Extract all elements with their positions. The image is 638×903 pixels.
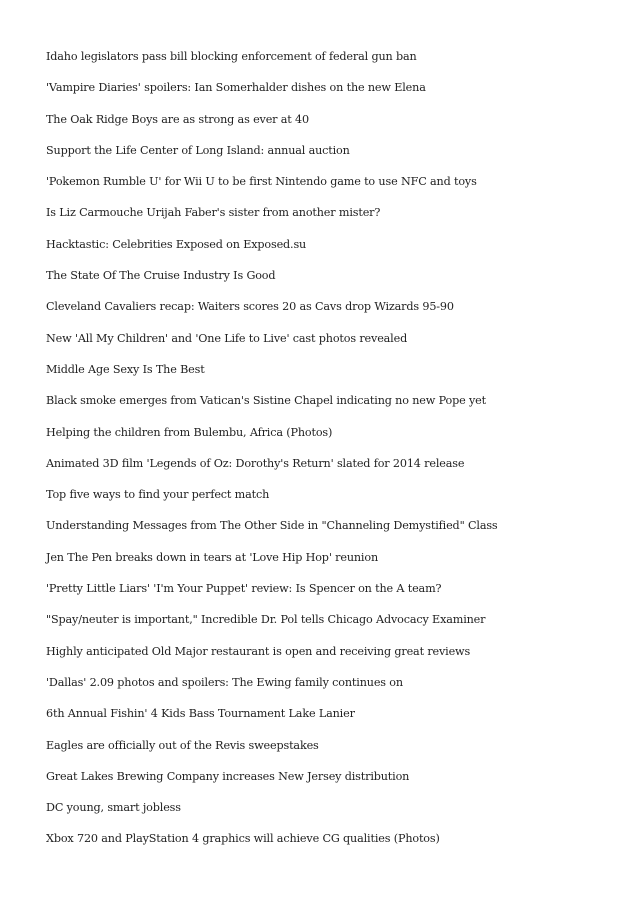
headline: DC young, smart jobless	[46, 801, 181, 815]
headline: "Spay/neuter is important," Incredible Dr. Pol tells Chicago Advocacy Examiner	[46, 613, 486, 627]
headline: Idaho legislators pass bill blocking enforcement of federal gun ban	[46, 50, 417, 63]
headline: Understanding Messages from The Other Side in "Channeling Demystified" Class	[46, 519, 498, 533]
headline: Middle Age Sexy Is The Best	[46, 362, 205, 376]
headline: Top five ways to find your perfect match	[46, 488, 270, 502]
headline: Eagles are officially out of the Revis sweepstakes	[46, 738, 319, 752]
headline: The State Of The Cruise Industry Is Good	[46, 269, 276, 283]
headline: Cleveland Cavaliers recap: Waiters scores 20 as Cavs drop Wizards 95-90	[46, 300, 454, 314]
headline: 'Pretty Little Liars' 'I'm Your Puppet' review: Is Spencer on the A team?	[46, 582, 442, 596]
headline: Animated 3D film 'Legends of Oz: Dorothy's Return' slated for 2014 release	[46, 456, 465, 470]
headline: Great Lakes Brewing Company increases New Jersey distribution	[46, 769, 410, 783]
headline: The Oak Ridge Boys are as strong as ever at 40	[46, 112, 309, 126]
headline: Jen The Pen breaks down in tears at 'Love Hip Hop' reunion	[46, 550, 378, 564]
headline: Support the Life Center of Long Island: annual auction	[46, 143, 350, 157]
headline: Hacktastic: Celebrities Exposed on Exposed.su	[46, 237, 307, 251]
headline: 'Dallas' 2.09 photos and spoilers: The Ewing family continues on	[46, 675, 403, 689]
headline: Xbox 720 and PlayStation 4 graphics will achieve CG qualities (Photos)	[46, 832, 440, 846]
headline: 'Pokemon Rumble U' for Wii U to be first Nintendo game to use NFC and toys	[46, 175, 477, 189]
headline: 'Vampire Diaries' spoilers: Ian Somerhalder dishes on the new Elena	[46, 81, 426, 95]
headline: 6th Annual Fishin' 4 Kids Bass Tournament Lake Lanier	[46, 707, 355, 721]
headline: New 'All My Children' and 'One Life to Live' cast photos revealed	[46, 331, 408, 345]
headline: Is Liz Carmouche Urijah Faber's sister from another mister?	[46, 206, 381, 220]
headline: Black smoke emerges from Vatican's Sistine Chapel indicating no new Pope yet	[46, 394, 486, 408]
headline-list	[46, 47, 498, 861]
headline: Highly anticipated Old Major restaurant is open and receiving great reviews	[46, 644, 471, 658]
headline: Helping the children from Bulembu, Africa (Photos)	[46, 425, 333, 439]
